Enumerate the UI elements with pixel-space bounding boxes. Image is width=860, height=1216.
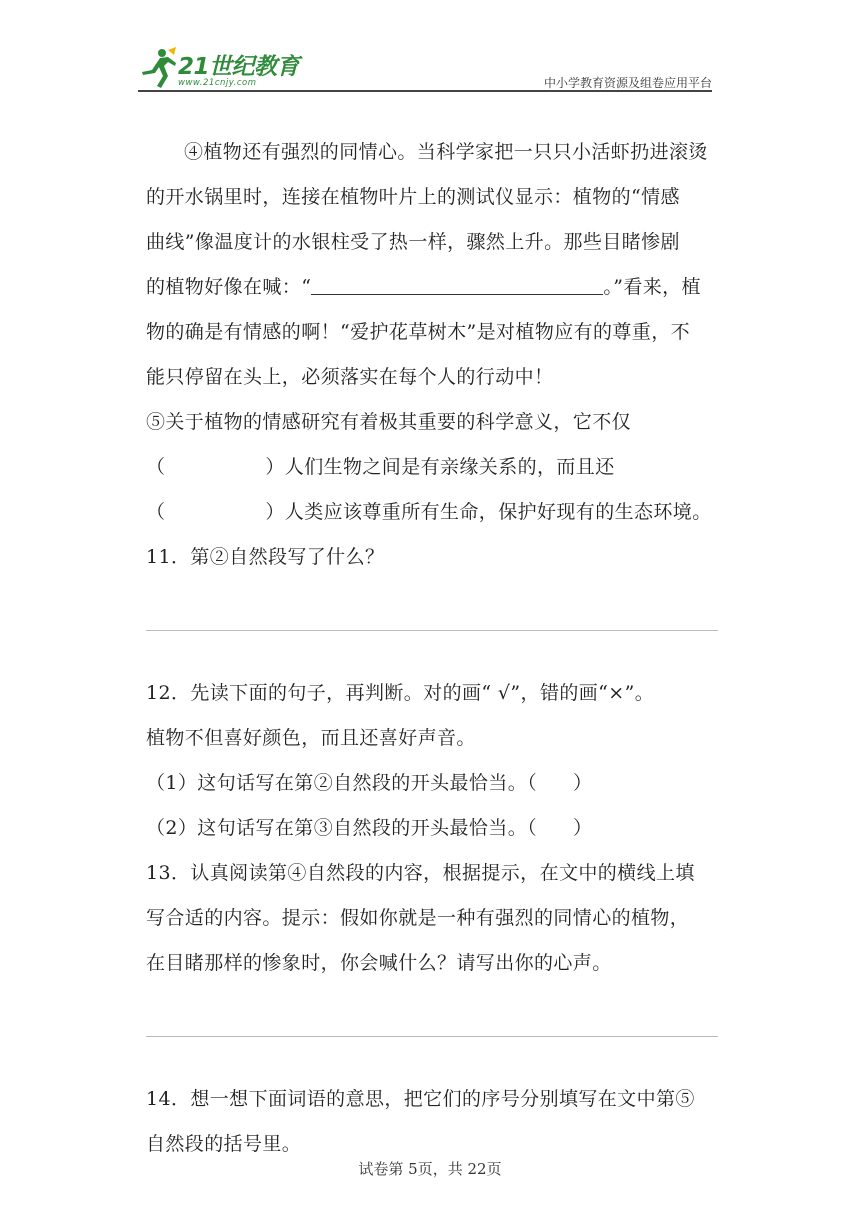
passage-text: 的植物好像在喊：“	[146, 276, 312, 298]
runner-icon	[138, 46, 178, 90]
logo-text: 21世纪教育	[178, 54, 300, 80]
passage-line: 能只停留在头上，必须落实在每个人的行动中！	[146, 366, 554, 388]
exam-content	[146, 130, 718, 1167]
passage-text: ）人们生物之间是有亲缘关系的，而且还	[265, 456, 615, 478]
page-header	[138, 40, 712, 92]
passage-text: ）人类应该尊重所有生命，保护好现有的生态环境。	[265, 501, 712, 523]
question-12-option-2	[146, 806, 718, 851]
page-number: 试卷第 5页，共 22页	[358, 1160, 502, 1178]
question-13-line: 写合适的内容。提示：假如你就是一种有强烈的同情心的植物，	[146, 907, 690, 929]
question-12-option-1	[146, 761, 718, 806]
passage-line: ④植物还有强烈的同情心。当科学家把一只只小活虾扔进滚烫	[184, 141, 708, 163]
passage-line: ⑤关于植物的情感研究有着极其重要的科学意义，它不仅	[146, 411, 632, 433]
passage-line: 物的确是有情感的啊！“爱护花草树木”是对植物应有的尊重，不	[146, 321, 691, 343]
logo	[138, 46, 313, 92]
platform-name: 中小学教育资源及组卷应用平台	[543, 76, 712, 90]
passage-line: 的开水锅里时，连接在植物叶片上的测试仪显示：植物的“情感	[146, 186, 680, 208]
passage-line: 曲线”像温度计的水银柱受了热一样，骤然上升。那些目睹惨剧	[146, 231, 680, 253]
question-14: 14．想一想下面词语的意思，把它们的序号分别填写在文中第⑤	[146, 1088, 695, 1110]
passage-line-with-parens	[146, 445, 718, 490]
header-divider	[138, 90, 712, 92]
question-14-line: 自然段的括号里。	[146, 1133, 302, 1155]
question-11: 11．第②自然段写了什么？	[146, 546, 385, 568]
paren-open: （	[146, 456, 166, 478]
passage-text: 。”看来，植	[603, 276, 701, 298]
paren-open: （	[146, 501, 166, 523]
logo-url: www.21cnjy.com	[178, 78, 257, 88]
option-text: （2）这句话写在第③自然段的开头最恰当。（	[146, 817, 537, 839]
passage-line-with-parens	[146, 490, 718, 535]
question-12-sentence: 植物不但喜好颜色，而且还喜好声音。	[146, 727, 476, 749]
question-13: 13．认真阅读第④自然段的内容，根据提示，在文中的横线上填	[146, 862, 695, 884]
fill-blank[interactable]	[311, 272, 603, 295]
paren-close: ）	[573, 772, 593, 794]
question-12: 12．先读下面的句子，再判断。对的画“ √”，错的画“×”。	[146, 682, 655, 704]
passage-line-with-blank	[146, 265, 718, 310]
option-text: （1）这句话写在第②自然段的开头最恰当。（	[146, 772, 537, 794]
paren-close: ）	[573, 817, 593, 839]
question-13-line: 在目睹那样的惨象时，你会喊什么？请写出你的心声。	[146, 952, 612, 974]
